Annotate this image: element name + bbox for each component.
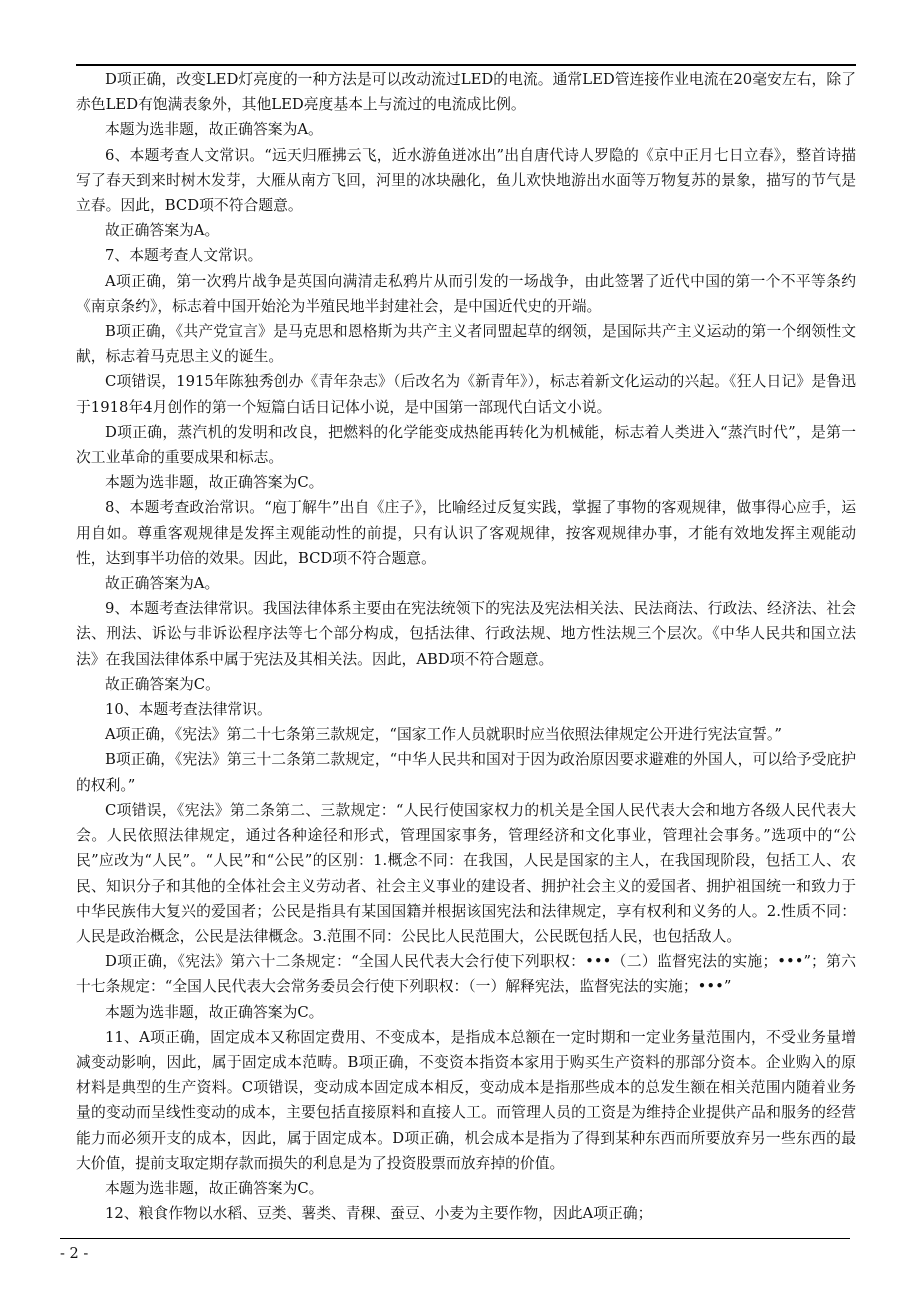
paragraph: 故正确答案为C。	[105, 675, 220, 693]
paragraph: D项正确，蒸汽机的发明和改良，把燃料的化学能变成热能再转化为机械能，标志着人类进入“蒸汽时代”，是第一次工业革命的重要成果和标志。	[76, 423, 856, 467]
paragraph: 故正确答案为A。	[105, 575, 220, 593]
answer-explanations	[76, 67, 856, 1226]
paragraph: C项错误，《宪法》第二条第二、三款规定：“人民行使国家权力的机关是全国人民代表大会和地方各级人民代表大会。人民依照法律规定，通过各种途径和形式，管理国家事务，管理经济和文化事业，管理社会事务。”选项中的“公民”应改为“人民”。“人民”和“公民”的区别：1.概念不同：在我国，人民是国家的主人，在我国现阶段，包括工人、农民、知识分子和其他的全体社会主义劳动者、社会主义事业的建设者、拥护社会主义的爱国者、拥护祖国统一和致力于中华民族伟大复兴的爱国者；公民是指具有某国国籍并根据该国宪法和法律规定，享有权利和义务的人。2.性质不同：人民是政治概念，公民是法律概念。3.范围不同：公民比人民范围大，公民既包括人民，也包括敌人。	[76, 801, 856, 945]
paragraph: 本题为选非题，故正确答案为C。	[105, 474, 324, 492]
paragraph: B项正确，《共产党宣言》是马克思和恩格斯为共产主义者同盟起草的纲领，是国际共产主义运动的第一个纲领性文献，标志着马克思主义的诞生。	[76, 323, 856, 366]
page-number: - 2 -	[60, 1246, 89, 1262]
paragraph: B项正确，《宪法》第三十二条第二款规定，“中华人民共和国对于因为政治原因要求避难的外国人，可以给予受庇护的权利。”	[76, 751, 856, 794]
paragraph: 11、A项正确，固定成本又称固定费用、不变成本，是指成本总额在一定时期和一定业务量范围内，不受业务量增减变动影响，因此，属于固定成本范畴。B项正确，不变资本指资本家用于购买生产资料的那部分资本。企业购入的原材料是典型的生产资料。C项错误，变动成本固定成本相反，变动成本是指那些成本的总发生额在相关范围内随着业务量的变动而呈线性变动的成本，主要包括直接原料和直接人工。而管理人员的工资是为维持企业提供产品和服务的经营能力而必须开支的成本，因此，属于固定成本。D项正确，机会成本是指为了得到某种东西而所要放弃另一些东西的最大价值，提前支取定期存款而损失的利息是为了投资股票而放弃掉的价值。	[76, 1028, 856, 1172]
paragraph: 本题为选非题，故正确答案为C。	[105, 1179, 324, 1197]
paragraph: 7、本题考查人文常识。	[105, 247, 263, 265]
paragraph: 10、本题考查法律常识。	[105, 701, 272, 719]
paragraph: 故正确答案为A。	[105, 222, 220, 240]
paragraph: C项错误，1915年陈独秀创办《青年杂志》（后改名为《新青年》），标志着新文化运动的兴起。《狂人日记》是鲁迅于1918年4月创作的第一个短篇白话日记体小说，是中国第一部现代白话文小说。	[76, 373, 856, 416]
paragraph: A项正确，第一次鸦片战争是英国向满清走私鸦片从而引发的一场战争，由此签署了近代中国的第一个不平等条约《南京条约》，标志着中国开始沦为半殖民地半封建社会，是中国近代史的开端。	[76, 272, 856, 315]
paragraph: 本题为选非题，故正确答案为C。	[105, 1003, 324, 1021]
paragraph: 本题为选非题，故正确答案为A。	[105, 121, 323, 139]
paragraph: 8、本题考查政治常识。“庖丁解牛”出自《庄子》，比喻经过反复实践，掌握了事物的客观规律，做事得心应手，运用自如。尊重客观规律是发挥主观能动性的前提，只有认识了客观规律，按客观规律办事，才能有效地发挥主观能动性，达到事半功倍的效果。因此，BCD项不符合题意。	[76, 499, 856, 567]
paragraph: 6、本题考查人文常识。“远天归雁拂云飞，近水游鱼迸冰出”出自唐代诗人罗隐的《京中正月七日立春》，整首诗描写了春天到来时树木发芽，大雁从南方飞回，河里的冰块融化，鱼儿欢快地游出水面等万物复苏的景象，描写的节气是立春。因此，BCD项不符合题意。	[76, 146, 856, 215]
header-rule	[76, 64, 856, 66]
paragraph: A项正确，《宪法》第二十七条第三款规定，“国家工作人员就职时应当依照法律规定公开进行宪法宣誓。”	[105, 726, 782, 744]
paragraph: D项正确，改变LED灯亮度的一种方法是可以改动流过LED的电流。通常LED管连接作业电流在20毫安左右，除了赤色LED有饱满表象外，其他LED亮度基本上与流过的电流成比例。	[76, 71, 856, 114]
paragraph: D项正确，《宪法》第六十二条规定：“全国人民代表大会行使下列职权：•••（二）监督宪法的实施；•••”；第六十七条规定：“全国人民代表大会常务委员会行使下列职权：（一）解释宪法，监督宪法的实施；•••”	[76, 953, 856, 996]
paragraph: 12、粮食作物以水稻、豆类、薯类、青稞、蚕豆、小麦为主要作物，因此A项正确；	[105, 1205, 653, 1223]
footer-rule	[60, 1238, 850, 1239]
paragraph: 9、本题考查法律常识。我国法律体系主要由在宪法统领下的宪法及宪法相关法、民法商法、行政法、经济法、社会法、刑法、诉讼与非诉讼程序法等七个部分构成，包括法律、行政法规、地方性法规三个层次。《中华人民共和国立法法》在我国法律体系中属于宪法及其相关法。因此，ABD项不符合题意。	[76, 600, 856, 668]
